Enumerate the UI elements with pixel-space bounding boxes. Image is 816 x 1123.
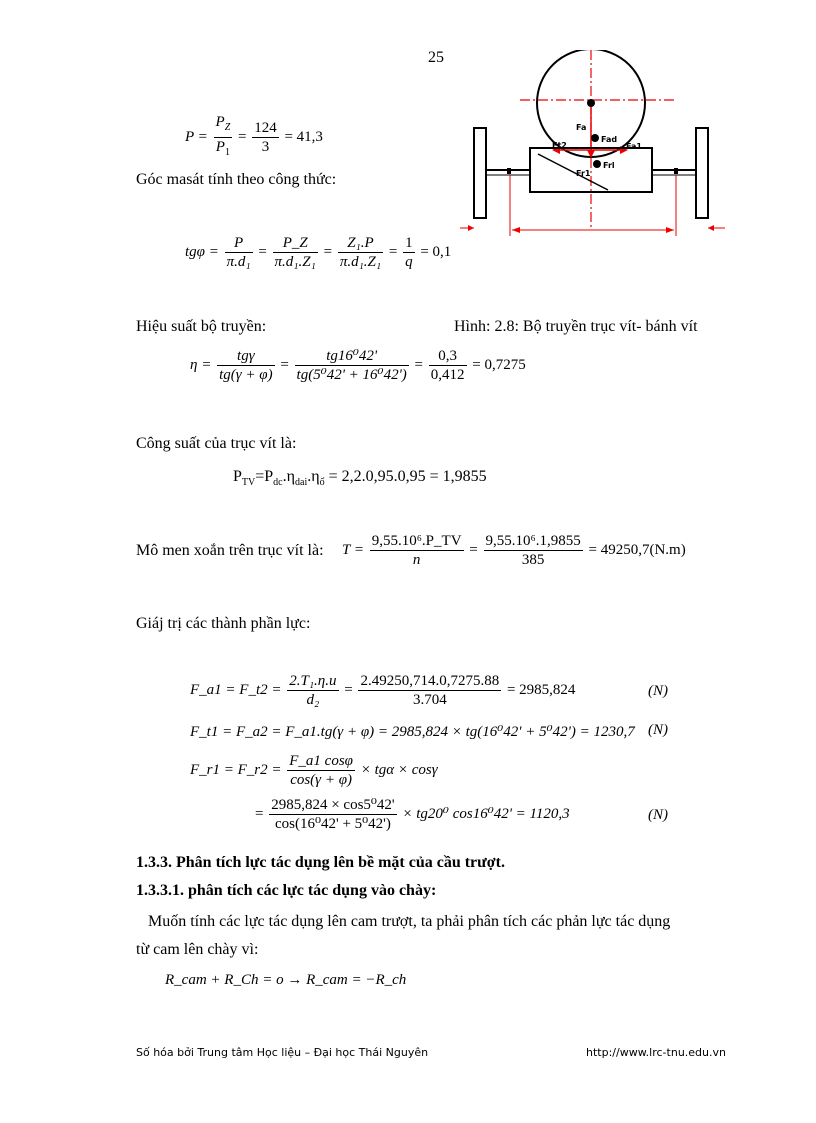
eq-p-den1-sub: 1 xyxy=(224,147,230,158)
footer-left: Số hóa bởi Trung tâm Học liệu – Đại học Thái Nguyên xyxy=(136,1046,429,1059)
eq-torque-f1-num: 9,55.10⁶.P_TV xyxy=(371,533,462,549)
label-fr1: Fr1 xyxy=(576,169,591,178)
paragraph-line-2: từ cam lên chày vì: xyxy=(136,941,259,958)
text-power: Công suất của trục vít là: xyxy=(136,435,297,452)
eq-ft-unit: (N) xyxy=(648,722,668,738)
bearing-mark-right xyxy=(674,168,678,174)
eq-fr2-den: cos(16⁰42' + 5⁰42') xyxy=(274,816,391,832)
eq-fr1-num: F_a1 cosφ xyxy=(289,753,353,769)
equation-torque: T = $\frac{\text{9,55.10⁶.P\_TV}}{n}$ = $\frac{\text{9,55.10⁶.1,9855}}{385}$ = 49250,7(N.m) xyxy=(342,533,686,568)
bearing-right xyxy=(696,128,708,218)
equation-eta: η = $\frac{\text{tgγ}}{tg(\gamma + \varphi)}$ = $\frac{\text{tg16⁰42'}}{\text{tg(5⁰42' + 16⁰42')}}$ = $\frac{0,3}{0,412}$ = 0,7275 xyxy=(190,348,526,383)
equation-ft: F_t1 = F_a2 = F_a1.tg(γ + φ) = 2985,824 × tg(16⁰42' + 5⁰42') = 1230,7 xyxy=(190,724,635,740)
equation-vector: R_cam + R_Ch = o → R_cam = −R_ch xyxy=(165,972,407,988)
eq-eta-f3-num: 0,3 xyxy=(429,347,467,366)
eq-p-num2: 124 xyxy=(254,120,277,136)
eq-eta-f1-num: tgγ xyxy=(217,347,275,366)
eq-tg-f2-den: π.d₁.Z₁ xyxy=(274,254,316,270)
eq-power-lhs: P xyxy=(233,468,242,485)
eq-fa-num: 2.T₁.η.u xyxy=(289,673,337,689)
eq-fa-unit: (N) xyxy=(648,683,668,699)
worm-thread-line xyxy=(538,154,608,190)
eq-fr2-lhs: = xyxy=(255,805,264,822)
label-fa1: Fa1 xyxy=(626,142,642,151)
eq-tg-f4-num: 1 xyxy=(405,235,413,251)
eq-p-den2: 3 xyxy=(261,139,270,155)
eq-torque-f1-den: n xyxy=(412,552,421,568)
dim-arrow-left xyxy=(512,227,520,233)
eq-fa-lhs: F_a1 = F_t2 = xyxy=(190,681,282,698)
label-fad: Fad xyxy=(601,135,618,144)
equation-fr-2 xyxy=(255,796,570,833)
text-forces: Giáj trị các thành phần lực: xyxy=(136,615,311,632)
label-fa: Fa xyxy=(576,123,587,132)
eq-tg-f1-den: π.d₁ xyxy=(226,254,251,270)
eq-tg-f4-den: q xyxy=(405,254,413,270)
eq-power-rhs-sub: dc xyxy=(273,477,283,489)
eq-fr2-unit: (N) xyxy=(648,807,668,823)
eq-fa-den: d₂ xyxy=(306,692,320,708)
page-number: 25 xyxy=(428,49,444,66)
eq-fa-den2: 3.704 xyxy=(412,692,447,708)
eq-eta-f3-den: 0,412 xyxy=(430,367,465,383)
eq-power-eta1: .η xyxy=(282,468,295,485)
paragraph-line-1: Muốn tính các lực tác dụng lên cam trượt, ta phải phân tích các phản lực tác dụng xyxy=(148,913,671,930)
contact-dot-top xyxy=(591,134,599,142)
eq-torque-result: = 49250,7(N.m) xyxy=(588,541,686,558)
eq-p-den1: P xyxy=(215,139,225,155)
eq-eta-f2-den: tg(5⁰42' + 16⁰42') xyxy=(296,367,407,383)
eq-power-eta1-sub: dai xyxy=(295,477,308,489)
eq-power-value: = 2,2.0,95.0,95 = 1,9855 xyxy=(328,468,487,485)
eq-tg-result: = 0,1 xyxy=(420,243,452,260)
bearing-left xyxy=(474,128,486,218)
text-torque: Mô men xoắn trên trục vít là: xyxy=(136,542,324,559)
eq-fr2-tail: × tg20⁰ cos16⁰42' = 1120,3 xyxy=(402,805,570,822)
equation-p: P = $\frac{P_Z}{P_1}$ = $\frac{124}{3}$ = 41,3 xyxy=(185,114,323,158)
text-efficiency: Hiệu suất bộ truyền: xyxy=(136,318,267,335)
eq-eta-result: = 0,7275 xyxy=(472,356,526,373)
eq-fa-result: = 2985,824 xyxy=(506,681,576,698)
equation-power xyxy=(233,467,487,493)
wheel-center-dot xyxy=(587,99,595,107)
heading-1-3-3-1: 1.3.3.1. phân tích các lực tác dụng vào chày: xyxy=(136,882,437,899)
eq-eta-lhs: η = xyxy=(190,356,212,373)
eq-power-rhs: =P xyxy=(255,468,274,485)
eq-tg-f1-num: P xyxy=(225,234,253,253)
eq-fr2-num: 2985,824 × cos5⁰42' xyxy=(271,797,395,813)
eq-p-lhs: P = xyxy=(185,128,208,145)
bearing-mark-left xyxy=(507,168,511,174)
footer-right: http://www.lrc-tnu.edu.vn xyxy=(586,1046,726,1059)
equation-fr-1 xyxy=(190,752,438,789)
dim-outer-arrow-left xyxy=(468,225,474,231)
text-friction-angle: Góc masát tính theo công thức: xyxy=(136,171,337,188)
eq-eta-f1-den: tg(γ + φ) xyxy=(219,367,273,383)
eq-tg-f3-den: π.d₁.Z₁ xyxy=(339,254,382,270)
eq-tg-f3-num: Z₁.P xyxy=(338,234,383,253)
eq-tg-f2-num: P_Z xyxy=(273,234,318,253)
eq-fr1-den: cos(γ + φ) xyxy=(290,772,353,788)
eq-torque-f2-num: 9,55.10⁶.1,9855 xyxy=(485,533,581,549)
eq-power-eta2: .η xyxy=(307,468,320,485)
figure-caption: Hình: 2.8: Bộ truyền trục vít- bánh vít xyxy=(454,318,698,335)
eq-eta-f2-num: tg16⁰42' xyxy=(295,347,409,366)
eq-p-num1: P xyxy=(215,114,225,130)
equation-fa: F_a1 = F_t2 = $\frac{\text{2.T₁.η.u}}{\text{d₂}}$ = $\frac{2.49250,714.0,7275.88}{3.704}$ = 2985,824 xyxy=(190,673,576,708)
contact-dot-bottom xyxy=(593,160,601,168)
eq-p-result: = 41,3 xyxy=(284,128,323,145)
eq-power-eta2-sub: ổ xyxy=(319,477,325,489)
eq-torque-f2-den: 385 xyxy=(521,552,545,568)
dim-outer-arrow-right xyxy=(708,225,714,231)
eq-tg-lhs: tgφ = xyxy=(185,243,219,260)
equation-tg-phi: tgφ = $\frac{P}{\text{π.d₁}}$ = $\frac{P\_Z}{\text{π.d₁.Z₁}}$ = $\frac{\text{Z₁.P}}{\text{π.d₁.Z₁}}$ = $\frac{1}{q}$ = 0,1 xyxy=(185,235,452,270)
eq-fr1-tail: × tgα × cosγ xyxy=(360,761,438,778)
eq-power-lhs-sub: TV xyxy=(241,477,256,489)
eq-fa-num2: 2.49250,714.0,7275.88 xyxy=(360,673,500,689)
label-fri: Frl xyxy=(603,161,615,170)
heading-1-3-3: 1.3.3. Phân tích lực tác dụng lên bề mặt của cầu trượt. xyxy=(136,854,505,871)
eq-fr1-lhs: F_r1 = F_r2 = xyxy=(190,761,282,778)
worm-gear-diagram xyxy=(460,50,740,250)
eq-torque-lhs: T = xyxy=(342,541,364,558)
eq-p-num1-sub: Z xyxy=(224,122,231,133)
dim-arrow-right xyxy=(666,227,674,233)
label-ft2: Ft2 xyxy=(552,141,567,150)
